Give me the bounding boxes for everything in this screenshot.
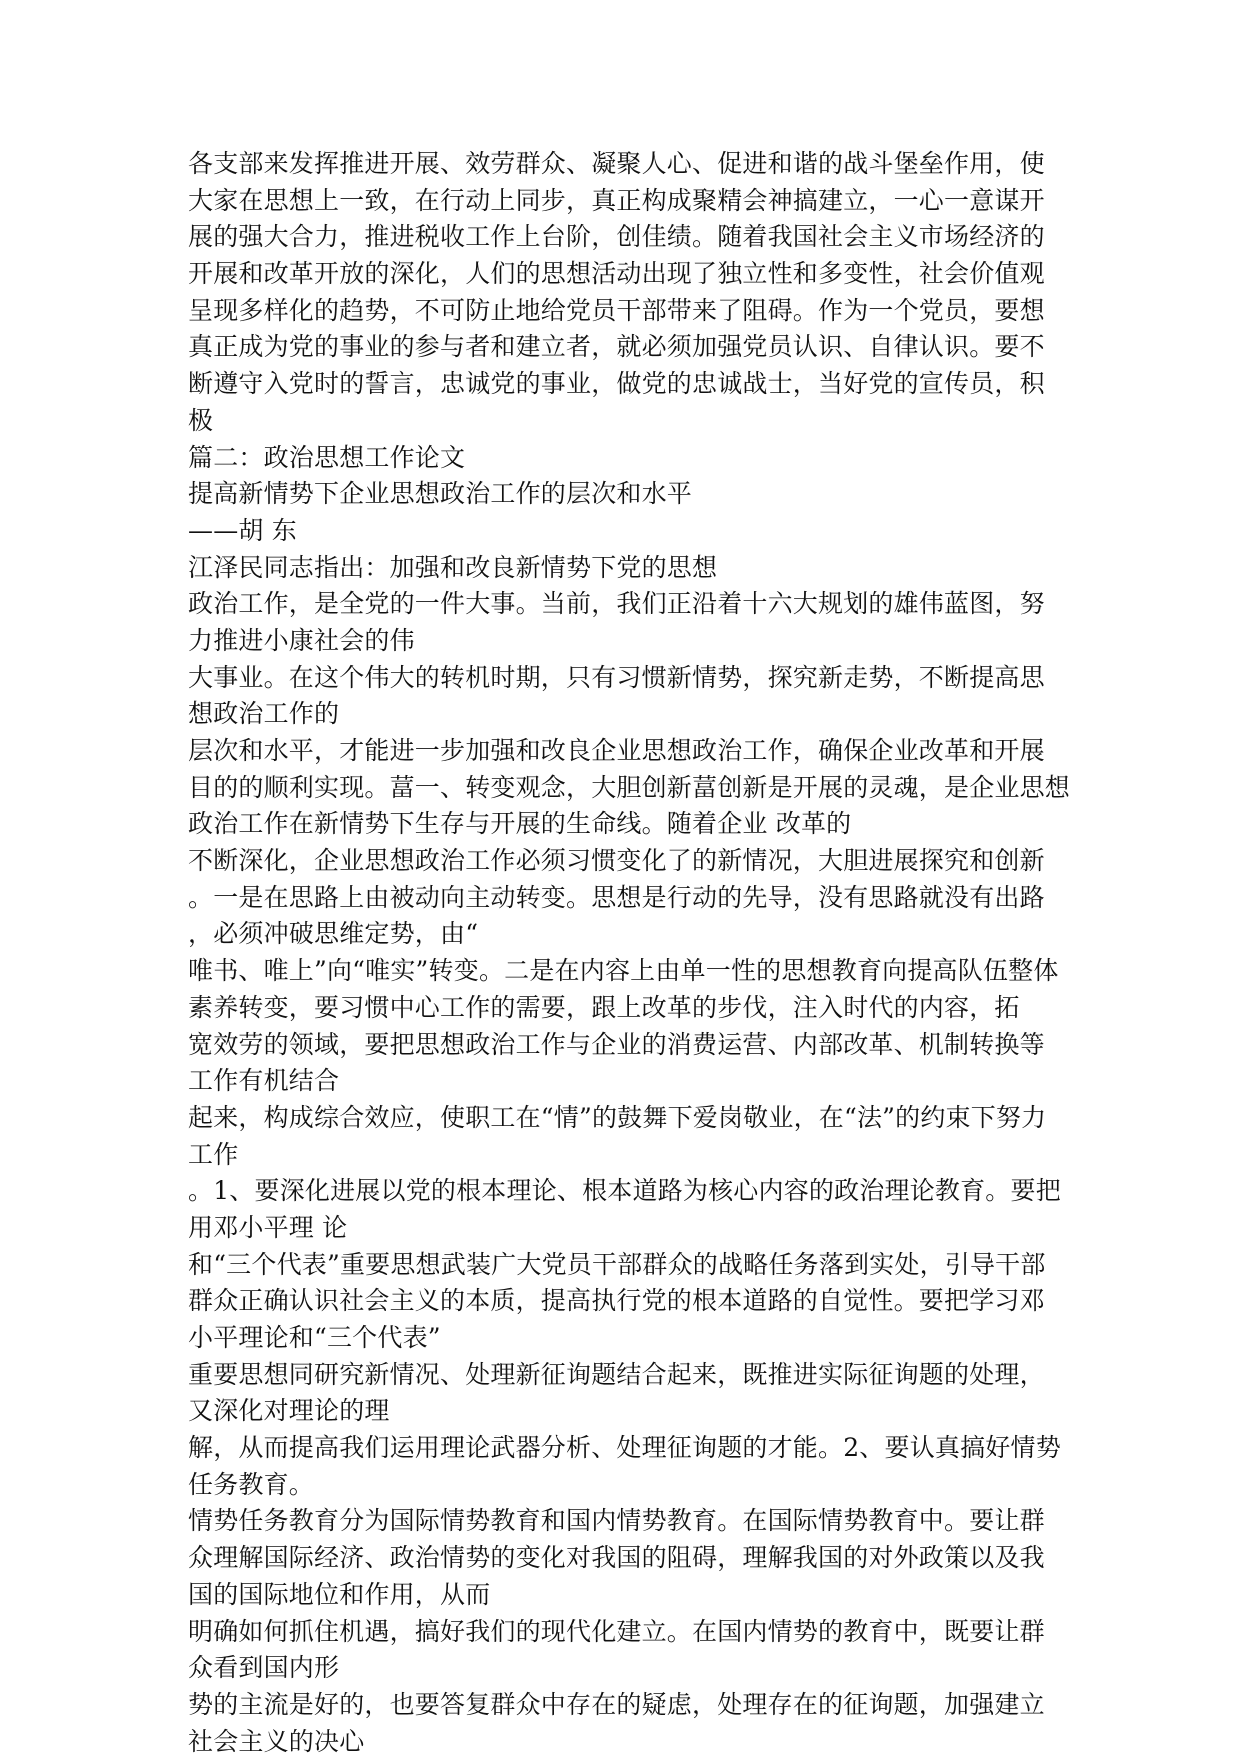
text-line: 各支部来发挥推进开展、效劳群众、凝聚人心、促进和谐的战斗堡垒作用，使: [188, 149, 1045, 178]
text-line: 目的的顺利实现。葍一、转变观念，大胆创新葍创新是开展的灵魂，是企业思想: [188, 772, 1071, 802]
text-line: 国的国际地位和作用，从而: [188, 1579, 491, 1609]
text-line: 小平理论和“三个代表”: [188, 1323, 441, 1352]
text-line: 篇二：政治思想工作论文: [188, 442, 466, 472]
text-line: 素养转变，要习惯中心工作的需要，跟上改革的步伐，注入时代的内容，拓: [188, 992, 1020, 1022]
text-line: 又深化对理论的理: [188, 1396, 390, 1426]
text-line: 江泽民同志指出：加强和改良新情势下党的思想: [188, 552, 718, 582]
text-line: 政治工作，是全党的一件大事。当前，我们正沿着十六大规划的雄伟蓝图，努: [188, 589, 1045, 619]
text-line: 工作: [188, 1139, 239, 1169]
text-line: 和“三个代表”重要思想武装广大党员干部群众的战略任务落到实处，引导干部: [188, 1249, 1046, 1279]
text-line: 提高新情势下企业思想政治工作的层次和水平: [188, 479, 693, 509]
text-line: 大事业。在这个伟大的转机时期，只有习惯新情势，探究新走势，不断提高思: [188, 662, 1045, 692]
text-line: 众理解国际经济、政治情势的变化对我国的阻碍，理解我国的对外政策以及我: [188, 1543, 1045, 1573]
text-line: 宽效劳的领域，要把思想政治工作与企业的消费运营、内部改革、机制转换等: [188, 1029, 1045, 1059]
text-line: 明确如何抓住机遇，搞好我们的现代化建立。在国内情势的教育中，既要让群: [188, 1616, 1045, 1646]
text-line: 政治工作在新情势下生存与开展的生命线。随着企业 改革的: [188, 809, 852, 839]
document-body: [188, 146, 1071, 1760]
text-line: ——胡 东: [188, 515, 297, 545]
text-line: 起来，构成综合效应，使职工在“情”的鼓舞下爱岗敬业，在“法”的约束下努力: [188, 1102, 1047, 1132]
text-line: 层次和水平，才能进一步加强和改良企业思想政治工作，确保企业改革和开展: [188, 736, 1045, 765]
text-line: 工作有机结合: [188, 1066, 340, 1096]
text-line: 呈现多样化的趋势，不可防止地给党员干部带来了阻碍。作为一个党员，要想: [188, 295, 1045, 325]
text-line: 。1、要深化进展以党的根本理论、根本道路为核心内容的政治理论教育。要把: [188, 1176, 1061, 1206]
text-line: 社会主义的决心: [188, 1726, 365, 1756]
text-line: 众看到国内形: [188, 1653, 340, 1683]
text-line: 想政治工作的: [188, 699, 340, 729]
text-line: 势的主流是好的，也要答复群众中存在的疑虑，处理存在的征询题，加强建立: [188, 1689, 1045, 1719]
text-line: 情势任务教育分为国际情势教育和国内情势教育。在国际情势教育中。要让群: [188, 1506, 1045, 1536]
text-line: 用邓小平理 论: [188, 1212, 348, 1242]
text-line: 群众正确认识社会主义的本质，提高执行党的根本道路的自觉性。要把学习邓: [188, 1286, 1045, 1316]
text-line: 重要思想同研究新情况、处理新征询题结合起来，既推进实际征询题的处理，: [188, 1359, 1045, 1389]
text-line: ，必须冲破思维定势，由“: [188, 919, 479, 949]
text-line: 开展和改革开放的深化，人们的思想活动出现了独立性和多变性，社会价值观: [188, 259, 1045, 289]
text-line: 展的强大合力，推进税收工作上台阶，创佳绩。随着我国社会主义市场经济的: [188, 222, 1045, 252]
text-line: 解，从而提高我们运用理论武器分析、处理征询题的才能。2、要认真搞好情势: [188, 1433, 1061, 1463]
text-line: 真正成为党的事业的参与者和建立者，就必须加强党员认识、自律认识。要不: [188, 332, 1045, 362]
text-line: 大家在思想上一致，在行动上同步，真正构成聚精会神搞建立，一心一意谋开: [188, 185, 1045, 215]
text-line: 不断深化，企业思想政治工作必须习惯变化了的新情况，大胆进展探究和创新: [188, 846, 1045, 876]
text-line: 极: [188, 405, 214, 435]
text-line: 断遵守入党时的誓言，忠诚党的事业，做党的忠诚战士，当好党的宣传员，积: [188, 369, 1045, 399]
text-line: 。一是在思路上由被动向主动转变。思想是行动的先导，没有思路就没有出路: [188, 882, 1045, 912]
text-line: 任务教育。: [188, 1469, 315, 1499]
text-line: 唯书、唯上”向“唯实”转变。二是在内容上由单一性的思想教育向提高队伍整体: [188, 956, 1059, 986]
text-line: 力推进小康社会的伟: [188, 625, 415, 655]
